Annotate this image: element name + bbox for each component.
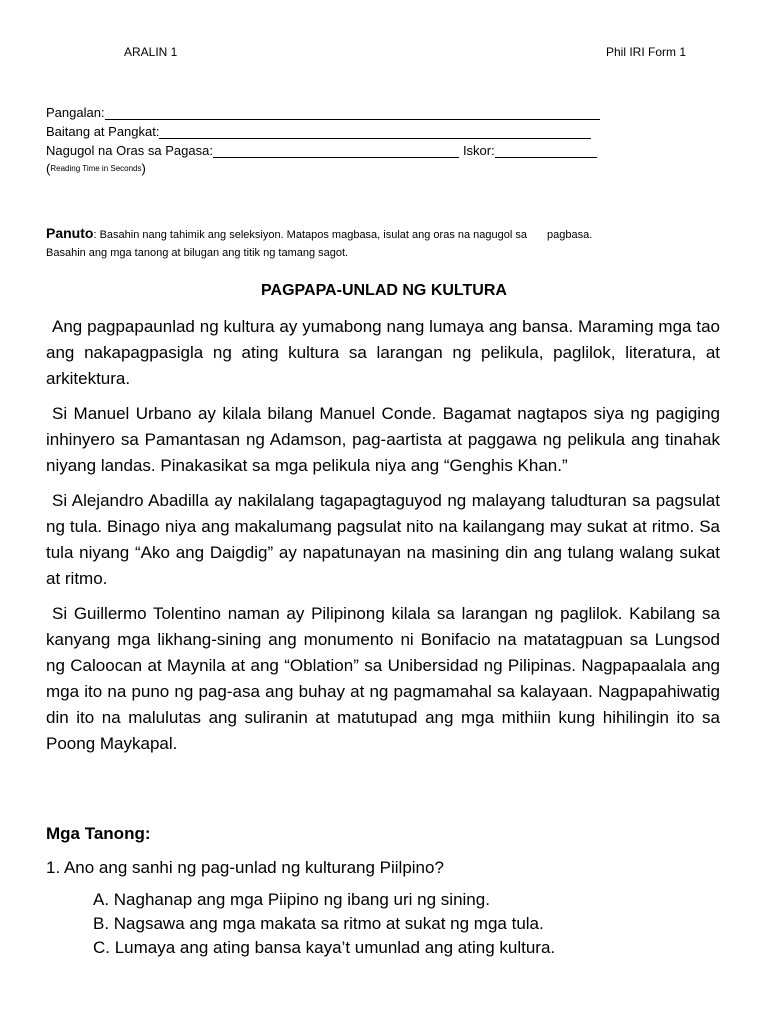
time-note-open: ( [46, 160, 51, 176]
name-row [46, 101, 616, 120]
grade-row [46, 120, 616, 139]
choice-b[interactable]: B. Nagsawa ang mga makata sa ritmo at sukat ng mga tula. [93, 914, 544, 933]
question-1-choices [93, 888, 736, 960]
time-note-text: Reading Time in Seconds [50, 163, 142, 173]
passage-paragraph: Ang pagpapaunlad ng kultura ay yumabong nang lumaya ang bansa. Maraming mga tao ang nakapagpasigla ng ating kultura sa larangan ng pelikula, paglilok, literatura, at arkitektura. [46, 317, 720, 388]
questions-heading: Mga Tanong: [46, 824, 151, 843]
name-blank[interactable] [105, 106, 600, 120]
instructions-text-1: : Basahin nang tahimik ang seleksiyon. Matapos magbasa, isulat ang oras na nagugol sa [93, 229, 528, 241]
instructions-text-1-end: pagbasa. [547, 229, 593, 241]
instructions-lead: Panuto [46, 225, 94, 241]
time-label: Nagugol na Oras sa Pagasa: [46, 143, 213, 158]
student-info-fields [46, 101, 616, 178]
questions-section [46, 824, 736, 960]
passage-paragraph: Si Manuel Urbano ay kilala bilang Manuel Conde. Bagamat nagtapos siya ng pagiging inhinyero sa Pamantasan ng Adamson, pag-aartista at paggawa ng pelikula ang tinahak niyang landas. Pinakasikat sa mga pelikula niya ang “Genghis Khan.” [46, 404, 720, 475]
question-1: 1. Ano ang sanhi ng pag-unlad ng kulturang Piilpino? [46, 858, 444, 877]
time-note-close: ) [141, 160, 146, 176]
instructions [46, 224, 736, 262]
page-header [0, 45, 768, 61]
choice-c[interactable]: C. Lumaya ang ating bansa kaya’t umunlad ang ating kultura. [93, 938, 556, 957]
passage-paragraph: Si Guillermo Tolentino naman ay Pilipinong kilala sa larangan ng paglilok. Kabilang sa kanyang mga likhang-sining ang monumento ni Bonifacio na matatagpuan sa Lungsod ng Caloocan at Maynila at ang “Oblation” sa Unibersidad ng Pilipinas. Nagpapaalala ang mga ito na puno ng pag-asa ang buhay at ng pagmamahal sa kalayaan. Nagpapahiwatig din ito na malulutas ang suliranin at matutupad ang mga mithiin kung hihilingin ito sa Poong Maykapal. [46, 604, 720, 753]
time-row [46, 139, 616, 158]
instructions-line-2: Basahin ang mga tanong at bilugan ang titik ng tamang sagot. [46, 247, 349, 259]
grade-label: Baitang at Pangkat: [46, 124, 160, 139]
name-label: Pangalan: [46, 105, 105, 120]
passage-paragraph: Si Alejandro Abadilla ay nakilalang tagapagtaguyod ng malayang taludturan sa pagsulat ng tula. Binago niya ang makalumang pagsulat nito na kailangang may sukat at ritmo. Sa tula niyang “Ako ang Daigdig” ay napatunayan na masining din ang tulang walang sukat at ritmo. [46, 491, 720, 588]
score-blank[interactable] [495, 144, 597, 158]
time-note [46, 158, 616, 178]
time-blank[interactable] [213, 144, 459, 158]
instructions-line-1 [46, 224, 736, 244]
choice-a[interactable]: A. Naghanap ang mga Piipino ng ibang uri ng sining. [93, 890, 490, 909]
form-label: Phil IRI Form 1 [606, 45, 687, 59]
passage-title: PAGPAPA-UNLAD NG KULTURA [261, 282, 507, 299]
reading-passage [46, 314, 720, 766]
lesson-label: ARALIN 1 [124, 45, 178, 59]
grade-blank[interactable] [159, 125, 591, 139]
score-label: Iskor: [462, 143, 495, 158]
